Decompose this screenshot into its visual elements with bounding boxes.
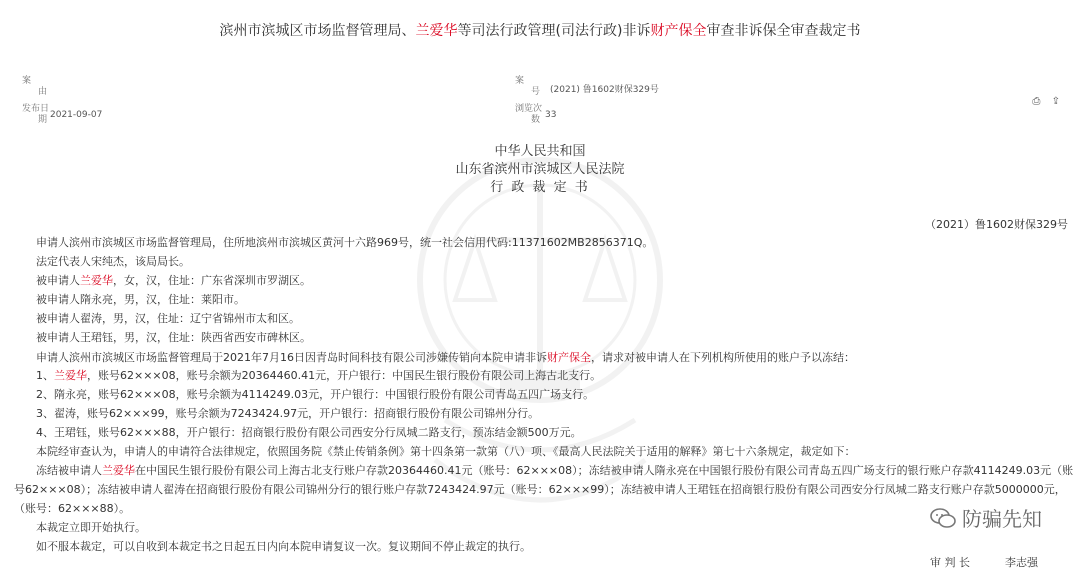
share-icon[interactable]: ⇪ (1051, 96, 1060, 107)
signature-name: 李志强 (1005, 556, 1038, 569)
views-value: 33 (545, 110, 557, 120)
body-paragraph: 号62×××08）；冻结被申请人翟涛在招商银行股份有限公司锦州分行的银行账户存款7243424.97元（账号：62×××99）；冻结被申请人王珺钰在招商银行股份有限公司西安分行凤城二路支行账户存款5000000元， (14, 483, 1066, 496)
title-name-highlight: 兰爱华 (415, 23, 458, 39)
case-number-label: 案 号 (515, 76, 541, 97)
body-paragraph: 如不服本裁定，可以自收到本裁定书之日起五日内向本院申请复议一次。复议期间不停止裁定的执行。 (36, 540, 531, 553)
doc-header-country: 中华人民共和国 (494, 144, 586, 159)
body-paragraph: 法定代表人宋纯杰，该局局长。 (36, 255, 190, 268)
body-paragraph: 被申请人王珺钰，男，汉，住址：陕西省西安市碑林区。 (36, 331, 311, 344)
highlight-text: 兰爱华 (102, 464, 135, 477)
publish-date: 2021-09-07 (50, 110, 103, 120)
case-number-value: (2021) 鲁1602财保329号 (550, 85, 659, 95)
signature-role: 审 判 长 (930, 556, 970, 569)
highlight-text: 兰爱华 (80, 274, 113, 287)
body-paragraph: 本院经审查认为，申请人的申请符合法律规定，依照国务院《禁止传销条例》第十四条第一款第（八）项、《最高人民法院关于适用的解释》第七十六条规定，裁定如下： (36, 445, 856, 458)
highlight-text: 兰爱华 (54, 369, 87, 382)
body-paragraph: 被申请人兰爱华，女，汉，住址：广东省深圳市罗湖区。 (36, 274, 311, 287)
views-label: 浏览次 数 (515, 104, 543, 125)
date-label: 发布日 期 (22, 104, 50, 125)
wechat-icon (930, 507, 956, 529)
print-icon[interactable]: ⎙ (1032, 96, 1041, 107)
logo-text: 防骗先知 (962, 507, 1042, 531)
highlight-text: 财产保全 (547, 351, 591, 364)
title-keyword-highlight: 财产保全 (650, 23, 707, 39)
doc-header-type: 行 政 裁 定 书 (490, 180, 590, 195)
body-paragraph: 申请人滨州市滨城区市场监督管理局，住所地滨州市滨城区黄河十六路969号，统一社会信用代码:11371602MB2856371Q。 (36, 236, 654, 249)
body-paragraph: 被申请人翟涛，男，汉，住址：辽宁省锦州市太和区。 (36, 312, 300, 325)
body-paragraph: （账号：62×××88）。 (14, 502, 131, 515)
watermark-logo (930, 503, 1042, 532)
body-paragraph: 4、王珺钰，账号62×××88，开户银行：招商银行股份有限公司西安分行凤城二路支行，预冻结金额500万元。 (36, 426, 582, 439)
body-paragraph: 2、隋永亮，账号62×××08，账号余额为4114249.03元，开户银行：中国银行股份有限公司青岛五四广场支行。 (36, 388, 595, 401)
case-number-right: （2021）鲁1602财保329号 (925, 218, 1068, 231)
body-paragraph: 3、翟涛，账号62×××99，账号余额为7243424.97元，开户银行：招商银行股份有限公司锦州分行。 (36, 407, 540, 420)
case-reason-label: 案 由 (22, 76, 48, 97)
body-paragraph: 冻结被申请人兰爱华在中国民生银行股份有限公司上海古北支行账户存款20364460.41元（账号：62×××08）；冻结被申请人隋永亮在中国银行股份有限公司青岛五四广场支行的银行账户存款4114249.03元（账 (36, 464, 1074, 477)
body-paragraph: 1、兰爱华，账号62×××08，账号余额为20364460.41元，开户银行：中国民生银行股份有限公司上海古北支行。 (36, 369, 602, 382)
toolbar-icons (1032, 96, 1060, 107)
page-title: 滨州市滨城区市场监督管理局、兰爱华等司法行政管理(司法行政)非诉财产保全审查非诉保全审查裁定书 (219, 23, 861, 39)
body-paragraph: 本裁定立即开始执行。 (36, 521, 146, 534)
doc-header-court: 山东省滨州市滨城区人民法院 (455, 162, 625, 177)
body-paragraph: 申请人滨州市滨城区市场监督管理局于2021年7月16日因青岛时间科技有限公司涉嫌传销向本院申请非诉财产保全，请求对被申请人在下列机构所使用的账户予以冻结： (36, 351, 855, 364)
body-paragraph: 被申请人隋永亮，男，汉，住址：莱阳市。 (36, 293, 245, 306)
